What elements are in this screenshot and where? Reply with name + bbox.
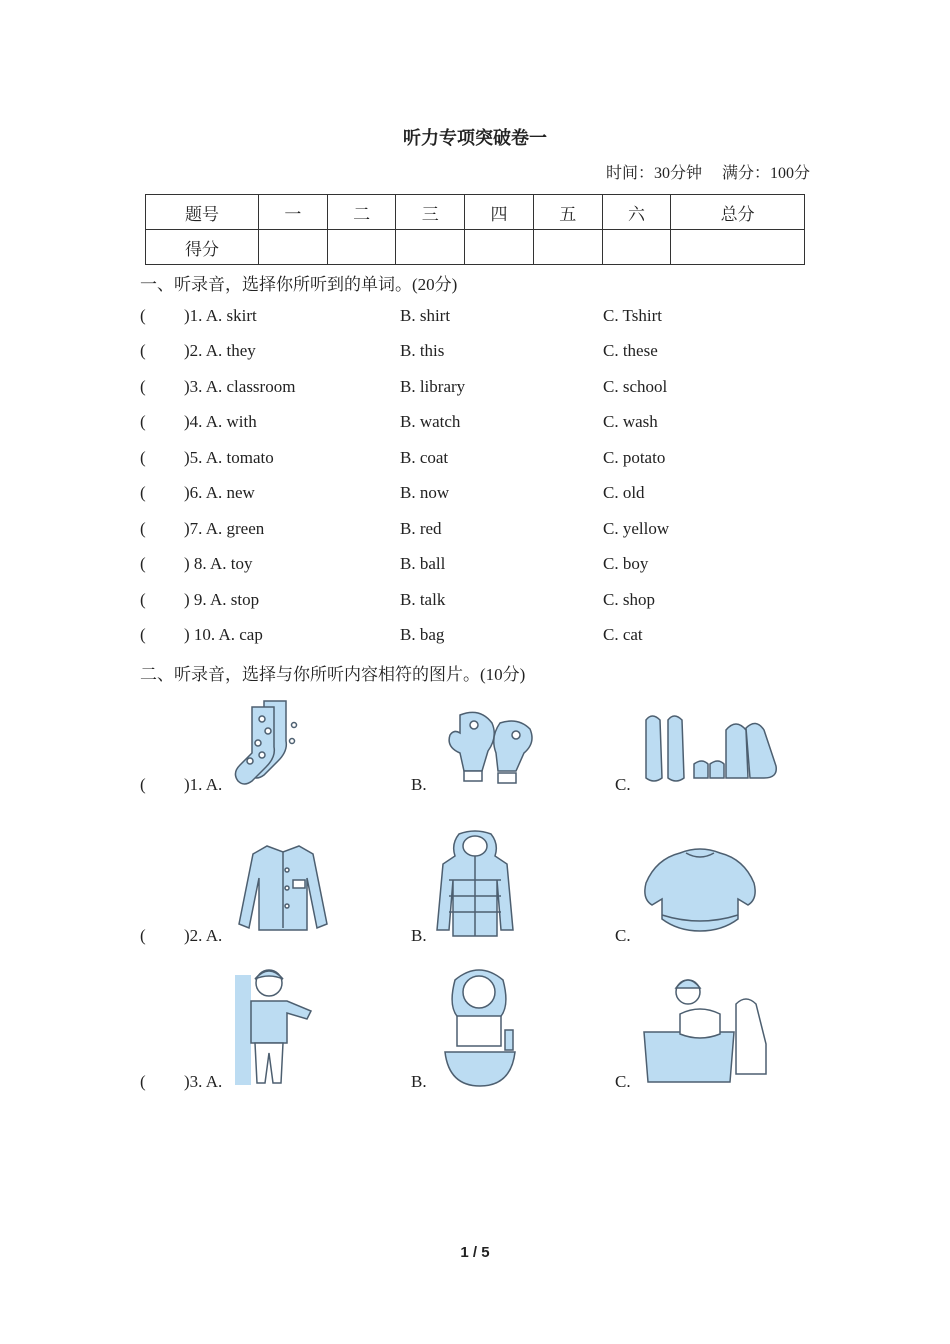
score-header-cell: 四 xyxy=(465,195,534,230)
question-row xyxy=(140,377,820,407)
score-header-cell: 总分 xyxy=(671,195,805,230)
option-a-label: )2. A. xyxy=(184,926,223,945)
option-a: )3. A. classroom xyxy=(184,377,296,396)
score-row-label: 得分 xyxy=(146,230,259,265)
option-b-label: B. xyxy=(411,1072,427,1091)
answer-blank[interactable]: ( xyxy=(140,926,146,945)
answer-blank[interactable]: ( xyxy=(140,1072,146,1091)
score-header-cell: 一 xyxy=(259,195,328,230)
option-c: C. these xyxy=(603,341,658,360)
option-c: C. potato xyxy=(603,448,666,467)
option-b: B. this xyxy=(400,341,445,360)
option-c: C. old xyxy=(603,483,645,502)
option-c: C. shop xyxy=(603,590,655,609)
page-title: 听力专项突破卷一 xyxy=(403,128,547,148)
score-input-cell[interactable] xyxy=(602,230,671,265)
score-header-cell: 五 xyxy=(533,195,602,230)
girl-washing-face-icon[interactable] xyxy=(435,960,525,1090)
answer-blank[interactable]: ( xyxy=(140,590,146,609)
option-b: B. ball xyxy=(400,554,446,573)
option-c: C. boy xyxy=(603,554,649,573)
question-row xyxy=(140,590,820,620)
jacket-icon[interactable] xyxy=(435,830,515,940)
question-row xyxy=(140,519,820,549)
score-input-cell[interactable] xyxy=(259,230,328,265)
picture-question-row xyxy=(140,690,820,800)
question-row xyxy=(140,341,820,371)
question-row xyxy=(140,625,820,655)
exam-meta xyxy=(590,160,810,183)
option-c: C. cat xyxy=(603,625,643,644)
score-input-cell[interactable] xyxy=(671,230,805,265)
option-b: B. shirt xyxy=(400,306,451,325)
boy-in-jacket-icon[interactable] xyxy=(235,965,325,1090)
option-c: C. school xyxy=(603,377,668,396)
score-table-header-row xyxy=(146,195,805,230)
answer-blank[interactable]: ( xyxy=(140,377,146,396)
option-b: B. bag xyxy=(400,625,445,644)
option-a: ) 9. A. stop xyxy=(184,590,260,609)
score-table xyxy=(145,194,805,265)
score-table-score-row xyxy=(146,230,805,265)
option-c-label: C. xyxy=(615,775,631,794)
answer-blank[interactable]: ( xyxy=(140,483,146,502)
option-b: B. coat xyxy=(400,448,449,467)
answer-blank[interactable]: ( xyxy=(140,775,146,794)
option-b: B. library xyxy=(400,377,466,396)
shirt-icon[interactable] xyxy=(235,840,331,935)
option-c: C. yellow xyxy=(603,519,670,538)
option-c-label: C. xyxy=(615,926,631,945)
score-input-cell[interactable] xyxy=(327,230,396,265)
answer-blank[interactable]: ( xyxy=(140,341,146,360)
score-header-cell: 三 xyxy=(396,195,465,230)
answer-blank[interactable]: ( xyxy=(140,306,146,325)
question-row xyxy=(140,448,820,478)
option-a-label: )3. A. xyxy=(184,1072,223,1091)
time-limit: 时间：30分钟 xyxy=(605,165,702,182)
picture-question-row xyxy=(140,825,820,950)
option-a-label: )1. A. xyxy=(184,775,223,794)
option-c-label: C. xyxy=(615,1072,631,1091)
option-a: )2. A. they xyxy=(184,341,256,360)
score-header-cell: 二 xyxy=(327,195,396,230)
answer-blank[interactable]: ( xyxy=(140,554,146,573)
answer-blank[interactable]: ( xyxy=(140,448,146,467)
answer-blank[interactable]: ( xyxy=(140,519,146,538)
score-header-cell: 题号 xyxy=(146,195,259,230)
option-a: )6. A. new xyxy=(184,483,255,502)
option-b: B. now xyxy=(400,483,450,502)
option-a: ) 8. A. toy xyxy=(184,554,253,573)
score-input-cell[interactable] xyxy=(533,230,602,265)
sweater-icon[interactable] xyxy=(640,845,760,940)
socks-icon[interactable] xyxy=(232,695,314,790)
question-row xyxy=(140,554,820,584)
score-input-cell[interactable] xyxy=(396,230,465,265)
option-a: ) 10. A. cap xyxy=(184,625,263,644)
answer-blank[interactable]: ( xyxy=(140,412,146,431)
option-b: B. watch xyxy=(400,412,461,431)
option-b-label: B. xyxy=(411,775,427,794)
section1-heading: 一、听录音，选择你所听到的单词。(20分) xyxy=(140,275,458,294)
full-score: 满分：100分 xyxy=(721,165,810,182)
score-input-cell[interactable] xyxy=(465,230,534,265)
option-b: B. red xyxy=(400,519,442,538)
option-c: C. wash xyxy=(603,412,658,431)
option-b-label: B. xyxy=(411,926,427,945)
page-number: 1 / 5 xyxy=(460,1244,490,1261)
option-b: B. talk xyxy=(400,590,446,609)
question-row xyxy=(140,483,820,513)
section2-heading: 二、听录音，选择与你所听内容相符的图片。(10分) xyxy=(140,665,526,684)
score-header-cell: 六 xyxy=(602,195,671,230)
option-a: )4. A. with xyxy=(184,412,257,431)
picture-question-row xyxy=(140,960,820,1095)
question-row xyxy=(140,306,820,336)
option-a: )1. A. skirt xyxy=(184,306,257,325)
answer-blank[interactable]: ( xyxy=(140,625,146,644)
option-c: C. Tshirt xyxy=(603,306,662,325)
mittens-icon[interactable] xyxy=(440,705,540,790)
child-making-bed-icon[interactable] xyxy=(640,970,770,1090)
option-a: )7. A. green xyxy=(184,519,265,538)
shoes-icon[interactable] xyxy=(640,710,780,790)
question-row xyxy=(140,412,820,442)
option-a: )5. A. tomato xyxy=(184,448,274,467)
